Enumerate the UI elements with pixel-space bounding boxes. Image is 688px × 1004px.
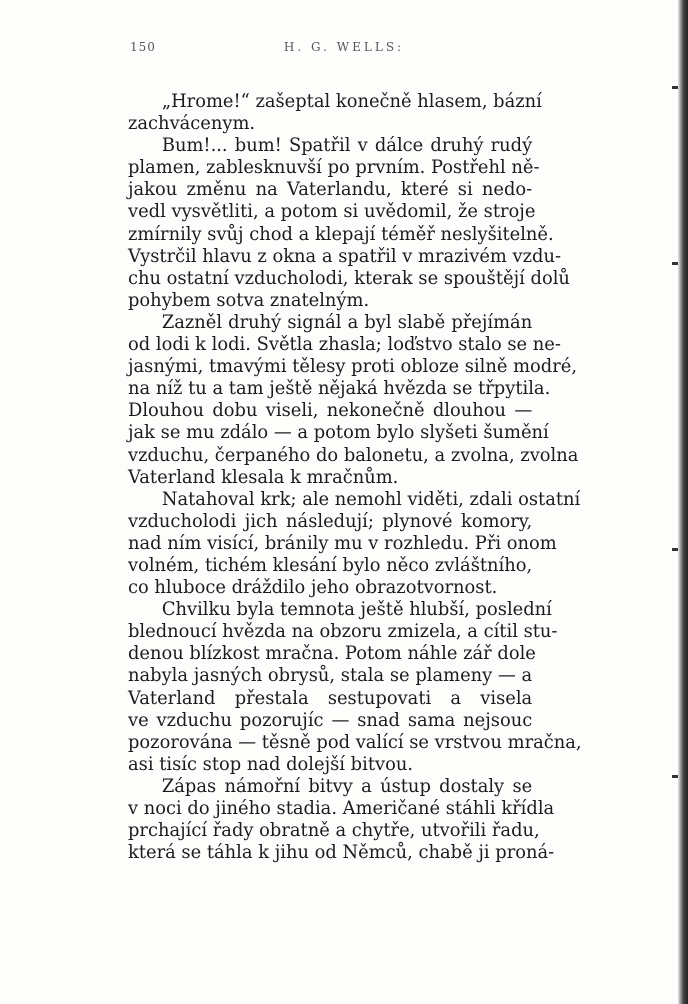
text-line: která se táhla k jihu od Němců, chabě ji proná- <box>128 841 555 864</box>
text-line: Chvilku byla temnota ještě hlubší, poslední <box>161 598 552 621</box>
text-line: nad ním visící, bránily mu v rozhledu. Při onom <box>128 531 557 554</box>
text-line: zmírnily svůj chod a klepají téměř neslyšitelně. <box>128 222 554 245</box>
text-line: pozorována — těsně pod valící se vrstvou mračna, <box>128 730 582 753</box>
text-line: denou blízkost mračna. Potom náhle zář dole <box>128 642 536 665</box>
edge-speck <box>672 548 678 551</box>
text-line: jasnými, tmavými tělesy proti obloze silně modré, <box>128 355 578 378</box>
edge-speck <box>672 262 678 265</box>
text-line: Zazněl druhý signál a byl slabě přejímán <box>161 310 533 333</box>
text-line: vedl vysvětliti, a potom si uvědomil, že stroje <box>128 200 536 223</box>
page-body-text <box>128 90 582 864</box>
text-line: chu ostatní vzducholodi, kterak se spouštějí dolů <box>128 266 570 289</box>
edge-speck <box>672 775 678 778</box>
text-line: Vaterland klesala k mračnům. <box>128 465 399 488</box>
text-line: blednoucí hvězda na obzoru zmizela, a cítil stu- <box>128 620 558 643</box>
text-line: Bum!... bum! Spatřil v dálce druhý rudý <box>161 134 533 157</box>
text-line: Vaterland přestala sestupovati a visela <box>128 686 533 709</box>
text-line: asi tisíc stop nad dolejší bitvou. <box>128 752 414 775</box>
text-line: Vystrčil hlavu z okna a spatřil v mrazivém vzdu- <box>128 244 562 267</box>
text-line: co hluboce dráždilo jeho obrazotvornost. <box>128 576 498 599</box>
text-line: „Hrome!“ zašeptal konečně hlasem, bázní <box>161 90 542 112</box>
text-line: od lodi k lodi. Světla zhasla; loďstvo stalo se ne- <box>128 333 561 356</box>
text-line: jak se mu zdálo — a potom bylo slyšeti šumění <box>128 421 549 444</box>
text-line: v noci do jiného stadia. Američané stáhli křídla <box>128 797 555 819</box>
text-line: na níž tu a tam ještě nějaká hvězda se třpytila. <box>128 377 551 400</box>
text-line: volném, tichém klesání bylo něco zvláštního, <box>128 553 533 576</box>
text-line: vzduchu, čerpaného do balonetu, a zvolna, zvolna <box>128 443 579 466</box>
text-line: zachvácenym. <box>128 112 256 135</box>
text-line: Natahoval krk; ale nemohl viděti, zdali ostatní <box>161 487 581 510</box>
running-title: H. G. WELLS: <box>283 40 405 54</box>
page-binding-edge <box>678 0 688 1004</box>
page-header <box>128 40 560 58</box>
text-line: jakou změnu na Vaterlandu, které si nedo- <box>128 178 533 201</box>
text-line: plamen, zablesknuvší po prvním. Postřehl ně- <box>128 156 540 179</box>
text-line: pohybem sotva znatelným. <box>128 288 370 311</box>
text-line: vzducholodi jich následují; plynové komory, <box>128 509 533 532</box>
page-number: 150 <box>130 40 156 54</box>
edge-speck <box>672 86 678 89</box>
text-line: Dlouhou dobu viseli, nekonečně dlouhou — <box>128 399 533 422</box>
text-line: prchající řady obratně a chytře, utvořili řadu, <box>128 819 540 842</box>
text-line: ve vzduchu pozorujíc — snad sama nejsouc <box>128 708 533 731</box>
text-line: nabyla jasných obrysů, stala se plameny — a <box>128 664 533 687</box>
text-line: Zápas námořní bitvy a ústup dostaly se <box>161 774 533 797</box>
